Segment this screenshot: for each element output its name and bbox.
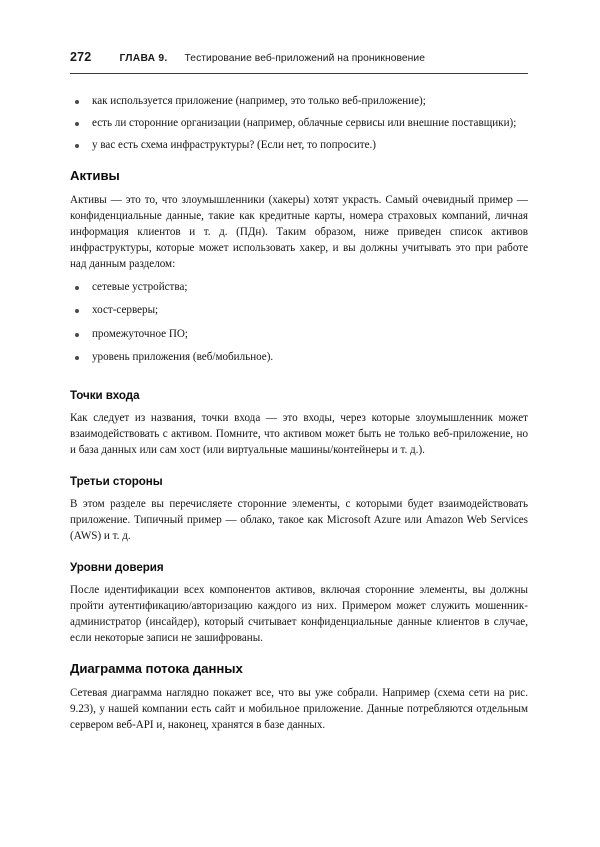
text-column <box>70 94 528 734</box>
list-item <box>70 138 528 154</box>
list-item <box>70 350 528 366</box>
section-heading-assets: Активы <box>70 167 120 183</box>
chapter-number: ГЛАВА 9. <box>119 53 168 64</box>
intro-bullet-list <box>70 94 528 154</box>
header-rule <box>70 73 528 74</box>
section-heading-entry-points: Точки входа <box>70 389 140 403</box>
list-item <box>70 327 528 343</box>
section-paragraph-third-parties: В этом разделе вы перечисляете сторонние элементы, с которыми будет взаимодействовать приложение. Типичный пример — облако, такое как Microsoft Azure или Amazon Web Services (AWS) и т. д. <box>70 498 528 543</box>
bullet-icon <box>75 309 79 313</box>
chapter-title: Тестирование веб-приложений на проникновение <box>184 53 425 64</box>
list-item-text: как используется приложение (например, это только веб-приложение); <box>92 95 426 107</box>
list-item-text: сетевые устройства; <box>92 280 188 293</box>
section-heading-data-flow-diagram: Диаграмма потока данных <box>70 660 243 676</box>
bullet-icon <box>75 144 79 148</box>
list-item-text: промежуточное ПО; <box>92 327 188 340</box>
list-item-text: есть ли сторонние организации (например, облачные сервисы или внешние поставщики); <box>92 116 517 129</box>
running-header <box>70 50 528 67</box>
section-paragraph-data-flow-diagram: Сетевая диаграмма наглядно покажет все, что вы уже собрали. Например (схема сети на рис. 9.23), у нашей компании есть сайт и мобильное приложение. Данные потребляются отдельным сервером веб-API и, наконец, хранятся в базе данных. <box>70 686 528 731</box>
list-item-text: у вас есть схема инфраструктуры? (Если нет, то попросите.) <box>92 138 377 151</box>
bullet-icon <box>75 100 79 104</box>
list-item <box>70 303 528 319</box>
list-item-text: хост-серверы; <box>92 304 159 317</box>
bullet-icon <box>75 286 79 290</box>
section-paragraph-entry-points: Как следует из названия, точки входа — это входы, через которые злоумышленник может взаимодействовать с активом. Помните, что активом может быть не только веб-приложение, но и база данных или сам хост (или виртуальные машины/контейнеры и т. д.). <box>70 412 528 457</box>
list-item <box>70 94 528 110</box>
section-heading-trust-levels: Уровни доверия <box>70 561 164 575</box>
bullet-icon <box>75 356 79 360</box>
bullet-icon <box>75 333 79 337</box>
bullet-icon <box>75 122 79 126</box>
section-paragraph-trust-levels: После идентификации всех компонентов активов, включая сторонние элементы, вы должны пройти аутентификацию/авторизацию каждого из них. Примером может служить мошенник-администратор (инсайдер), который считывает конфиденциальные данные клиентов в случае, если некоторые записи не зашифрованы. <box>70 584 528 645</box>
assets-bullet-list <box>70 280 528 366</box>
list-item <box>70 280 528 296</box>
section-paragraph-assets: Активы — это то, что злоумышленники (хакеры) хотят украсть. Самый очевидный пример — конфиденциальные данные, такие как кредитные карты, номера страховых компаний, личная информация клиентов и т. д. (ПДн). Таким образом, ниже приведен список активов инфраструктуры, которые может использовать хакер, и вы должны учитывать это при работе над данным разделом: <box>70 193 528 270</box>
section-heading-third-parties: Третьи стороны <box>70 475 163 489</box>
list-item <box>70 116 528 132</box>
list-item-text: уровень приложения (веб/мобильное). <box>92 350 274 363</box>
page-number: 272 <box>70 50 92 64</box>
